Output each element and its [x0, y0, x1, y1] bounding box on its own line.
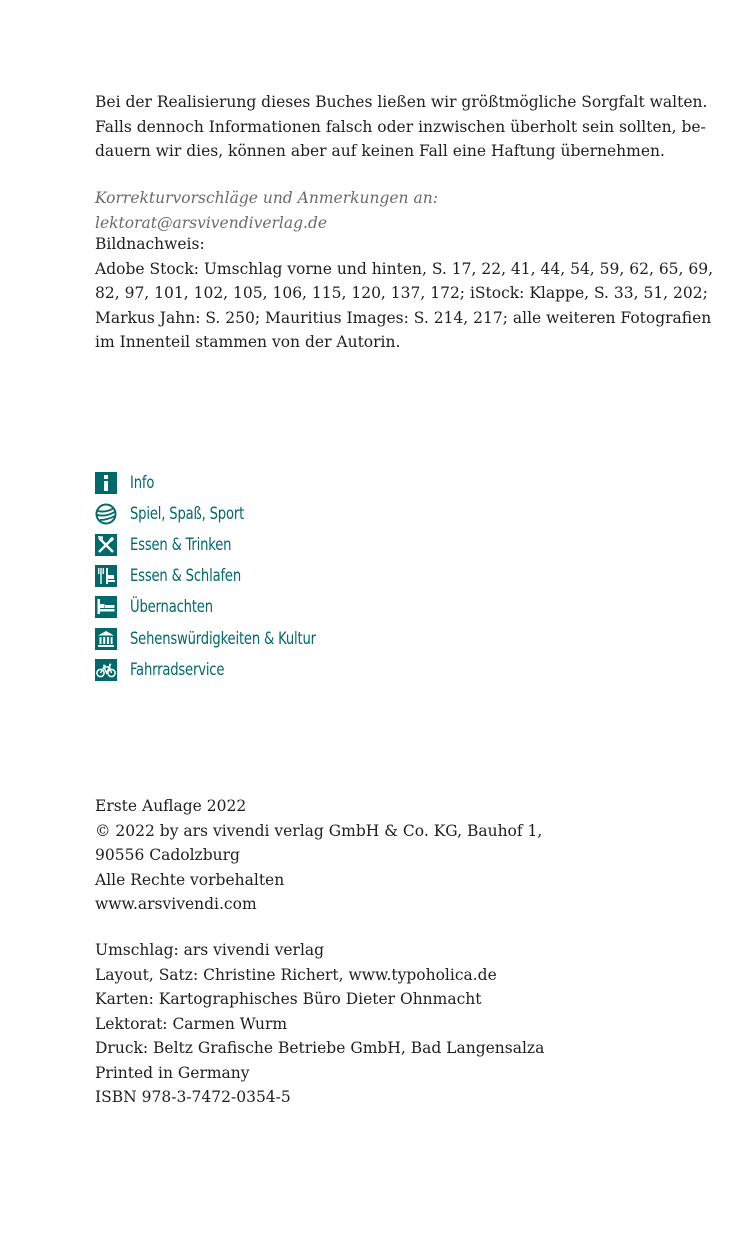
food-and-bed-icon: [95, 565, 117, 587]
credits-line: Adobe Stock: Umschlag vorne und hinten, S. 17, 22, 41, 44, 54, 59, 62, 65, 69,: [95, 259, 714, 278]
bed-icon: [95, 596, 117, 618]
legend-label: Übernachten: [130, 597, 213, 618]
imprint-block: [95, 794, 639, 917]
production-line: Umschlag: ars vivendi verlag: [95, 941, 325, 959]
disclaimer-line: dauern wir dies, können aber auf keinen Fall eine Haftung übernehmen.: [95, 142, 665, 160]
credits-label: Bildnachweis:: [95, 235, 205, 253]
contact-note: [95, 186, 639, 235]
legend-item-sport: [95, 498, 395, 529]
info-icon: [95, 472, 117, 494]
credits-line: 82, 97, 101, 102, 105, 106, 115, 120, 137, 172; iStock: Klappe, S. 33, 51, 202;: [95, 284, 708, 302]
disclaimer-line: Falls dennoch Informationen falsch oder inzwischen überholt sein sollten, be-: [95, 117, 706, 136]
symbol-legend: [95, 467, 395, 685]
legend-item-eat-drink: [95, 529, 395, 560]
legend-label: Info: [130, 472, 155, 493]
legend-item-overnight: [95, 592, 395, 623]
production-line: Lektorat: Carmen Wurm: [95, 1014, 288, 1033]
bicycle-icon: [95, 659, 117, 681]
legend-label: Essen & Trinken: [130, 534, 232, 555]
legend-item-eat-sleep: [95, 561, 395, 592]
legend-label: Essen & Schlafen: [130, 566, 242, 587]
legend-item-sights-culture: [95, 623, 395, 654]
imprint-line: Erste Auflage 2022: [95, 797, 247, 815]
imprint-line: Alle Rechte vorbehalten: [95, 870, 285, 889]
production-line: Karten: Kartographisches Büro Dieter Ohnmacht: [95, 990, 482, 1008]
production-line: Printed in Germany: [95, 1063, 250, 1082]
disclaimer-paragraph: [95, 90, 708, 164]
isbn: ISBN 978-3-7472-0354-5: [95, 1088, 291, 1106]
legend-label: Spiel, Spaß, Sport: [130, 503, 245, 524]
legend-label: Sehenswürdigkeiten & Kultur: [130, 628, 316, 649]
credits-line: im Innenteil stammen von der Autorin.: [95, 333, 401, 351]
ball-icon: [95, 503, 117, 525]
disclaimer-line: Bei der Realisierung dieses Buches ließen wir größtmögliche Sorgfalt walten.: [95, 93, 708, 111]
imprint-line: 90556 Cadolzburg: [95, 846, 240, 864]
production-credits: [95, 938, 639, 1110]
legend-label: Fahrradservice: [130, 659, 225, 680]
image-credits: [95, 232, 714, 355]
contact-text: Korrekturvorschläge und Anmerkungen an: lektorat@arsvivendiverlag.de: [95, 189, 438, 232]
production-line: Layout, Satz: Christine Richert, www.typoholica.de: [95, 965, 497, 984]
legend-item-info: [95, 467, 395, 498]
production-line: Druck: Beltz Grafische Betriebe GmbH, Bad Langensalza: [95, 1039, 545, 1057]
imprint-line: © 2022 by ars vivendi verlag GmbH & Co. KG, Bauhof 1,: [95, 821, 543, 840]
legend-item-bike-service: [95, 654, 395, 685]
credits-line: Markus Jahn: S. 250; Mauritius Images: S. 214, 217; alle weiteren Fotografien: [95, 308, 712, 327]
cutlery-icon: [95, 534, 117, 556]
imprint-url[interactable]: www.arsvivendi.com: [95, 895, 257, 913]
museum-icon: [95, 628, 117, 650]
